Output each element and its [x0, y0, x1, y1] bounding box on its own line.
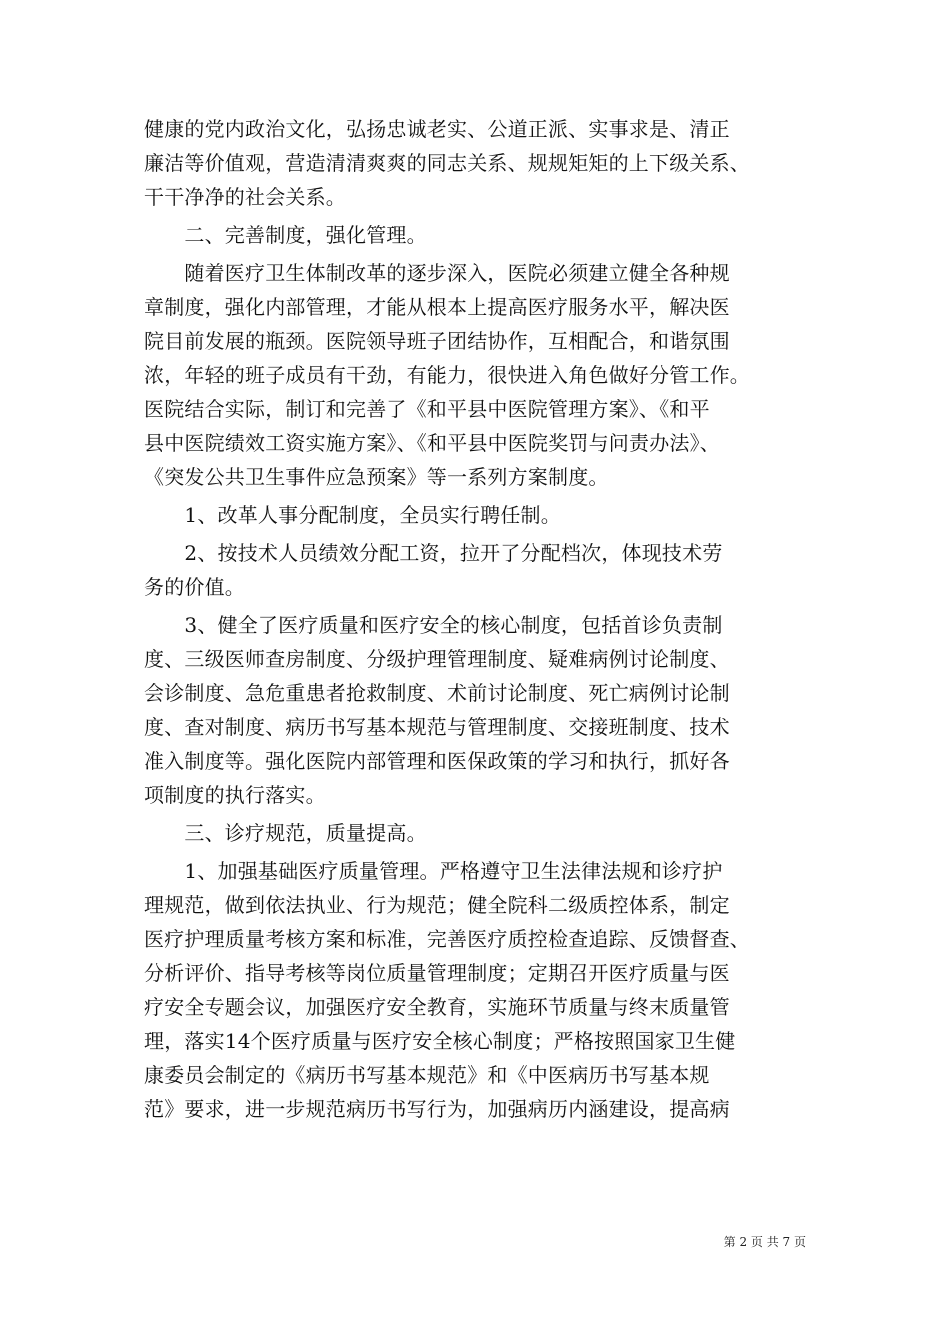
text-line: 范》要求，进一步规范病历书写行为，加强病历内涵建设，提高病: [144, 1097, 730, 1121]
text-line: 3、健全了医疗质量和医疗安全的核心制度，包括首诊负责制: [144, 613, 723, 637]
text-line: 随着医疗卫生体制改革的逐步深入，医院必须建立健全各种规: [144, 261, 730, 285]
text-line: 疗安全专题会议，加强医疗安全教育，实施环节质量与终末质量管: [144, 995, 730, 1019]
text-line: 准入制度等。强化医院内部管理和医保政策的学习和执行，抓好各: [144, 749, 730, 773]
list-item: [144, 854, 808, 1126]
text-line: 2、按技术人员绩效分配工资，拉开了分配档次，体现技术劳: [144, 541, 723, 565]
text-line: 度、三级医师查房制度、分级护理管理制度、疑难病例讨论制度、: [144, 647, 730, 671]
text-line: 度、查对制度、病历书写基本规范与管理制度、交接班制度、技术: [144, 715, 730, 739]
document-body: [144, 112, 808, 1130]
page-number-footer: 第 2 页 共 7 页: [723, 1235, 806, 1249]
list-item: [144, 498, 808, 532]
text-line: 1、改革人事分配制度，全员实行聘任制。: [144, 503, 561, 527]
text-line: 项制度的执行落实。: [144, 783, 326, 807]
text-line: 县中医院绩效工资实施方案》、《和平县中医院奖罚与问责办法》、: [144, 431, 720, 455]
text-line: 1、加强基础医疗质量管理。严格遵守卫生法律法规和诊疗护: [144, 859, 723, 883]
text-line: 理，落实14个医疗质量与医疗安全核心制度；严格按照国家卫生健: [144, 1029, 736, 1053]
text-line: 浓，年轻的班子成员有干劲，有能力，很快进入角色做好分管工作。: [144, 363, 750, 387]
text-line: 医院结合实际，制订和完善了《和平县中医院管理方案》、《和平: [144, 397, 710, 421]
text-line: 务的价值。: [144, 575, 245, 599]
text-line: 干干净净的社会关系。: [144, 185, 346, 209]
text-line: 《突发公共卫生事件应急预案》等一系列方案制度。: [144, 465, 609, 489]
text-line: 健康的党内政治文化，弘扬忠诚老实、公道正派、实事求是、清正: [144, 117, 730, 141]
list-item: [144, 608, 808, 812]
section-heading: [144, 218, 808, 252]
paragraph: [144, 256, 808, 494]
text-line: 廉洁等价值观，营造清清爽爽的同志关系、规规矩矩的上下级关系、: [144, 151, 750, 175]
section-heading: [144, 816, 808, 850]
text-line: 分析评价、指导考核等岗位质量管理制度；定期召开医疗质量与医: [144, 961, 730, 985]
text-line: 二、完善制度，强化管理。: [144, 223, 427, 247]
text-line: 三、诊疗规范，质量提高。: [144, 821, 427, 845]
text-line: 医疗护理质量考核方案和标准，完善医疗质控检查追踪、反馈督查、: [144, 927, 750, 951]
text-line: 会诊制度、急危重患者抢救制度、术前讨论制度、死亡病例讨论制: [144, 681, 730, 705]
text-line: 章制度，强化内部管理，才能从根本上提高医疗服务水平，解决医: [144, 295, 730, 319]
list-item: [144, 536, 808, 604]
paragraph: [144, 112, 808, 214]
text-line: 康委员会制定的《病历书写基本规范》和《中医病历书写基本规: [144, 1063, 710, 1087]
text-line: 院目前发展的瓶颈。医院领导班子团结协作，互相配合，和谐氛围: [144, 329, 730, 353]
text-line: 理规范，做到依法执业、行为规范；健全院科二级质控体系，制定: [144, 893, 730, 917]
